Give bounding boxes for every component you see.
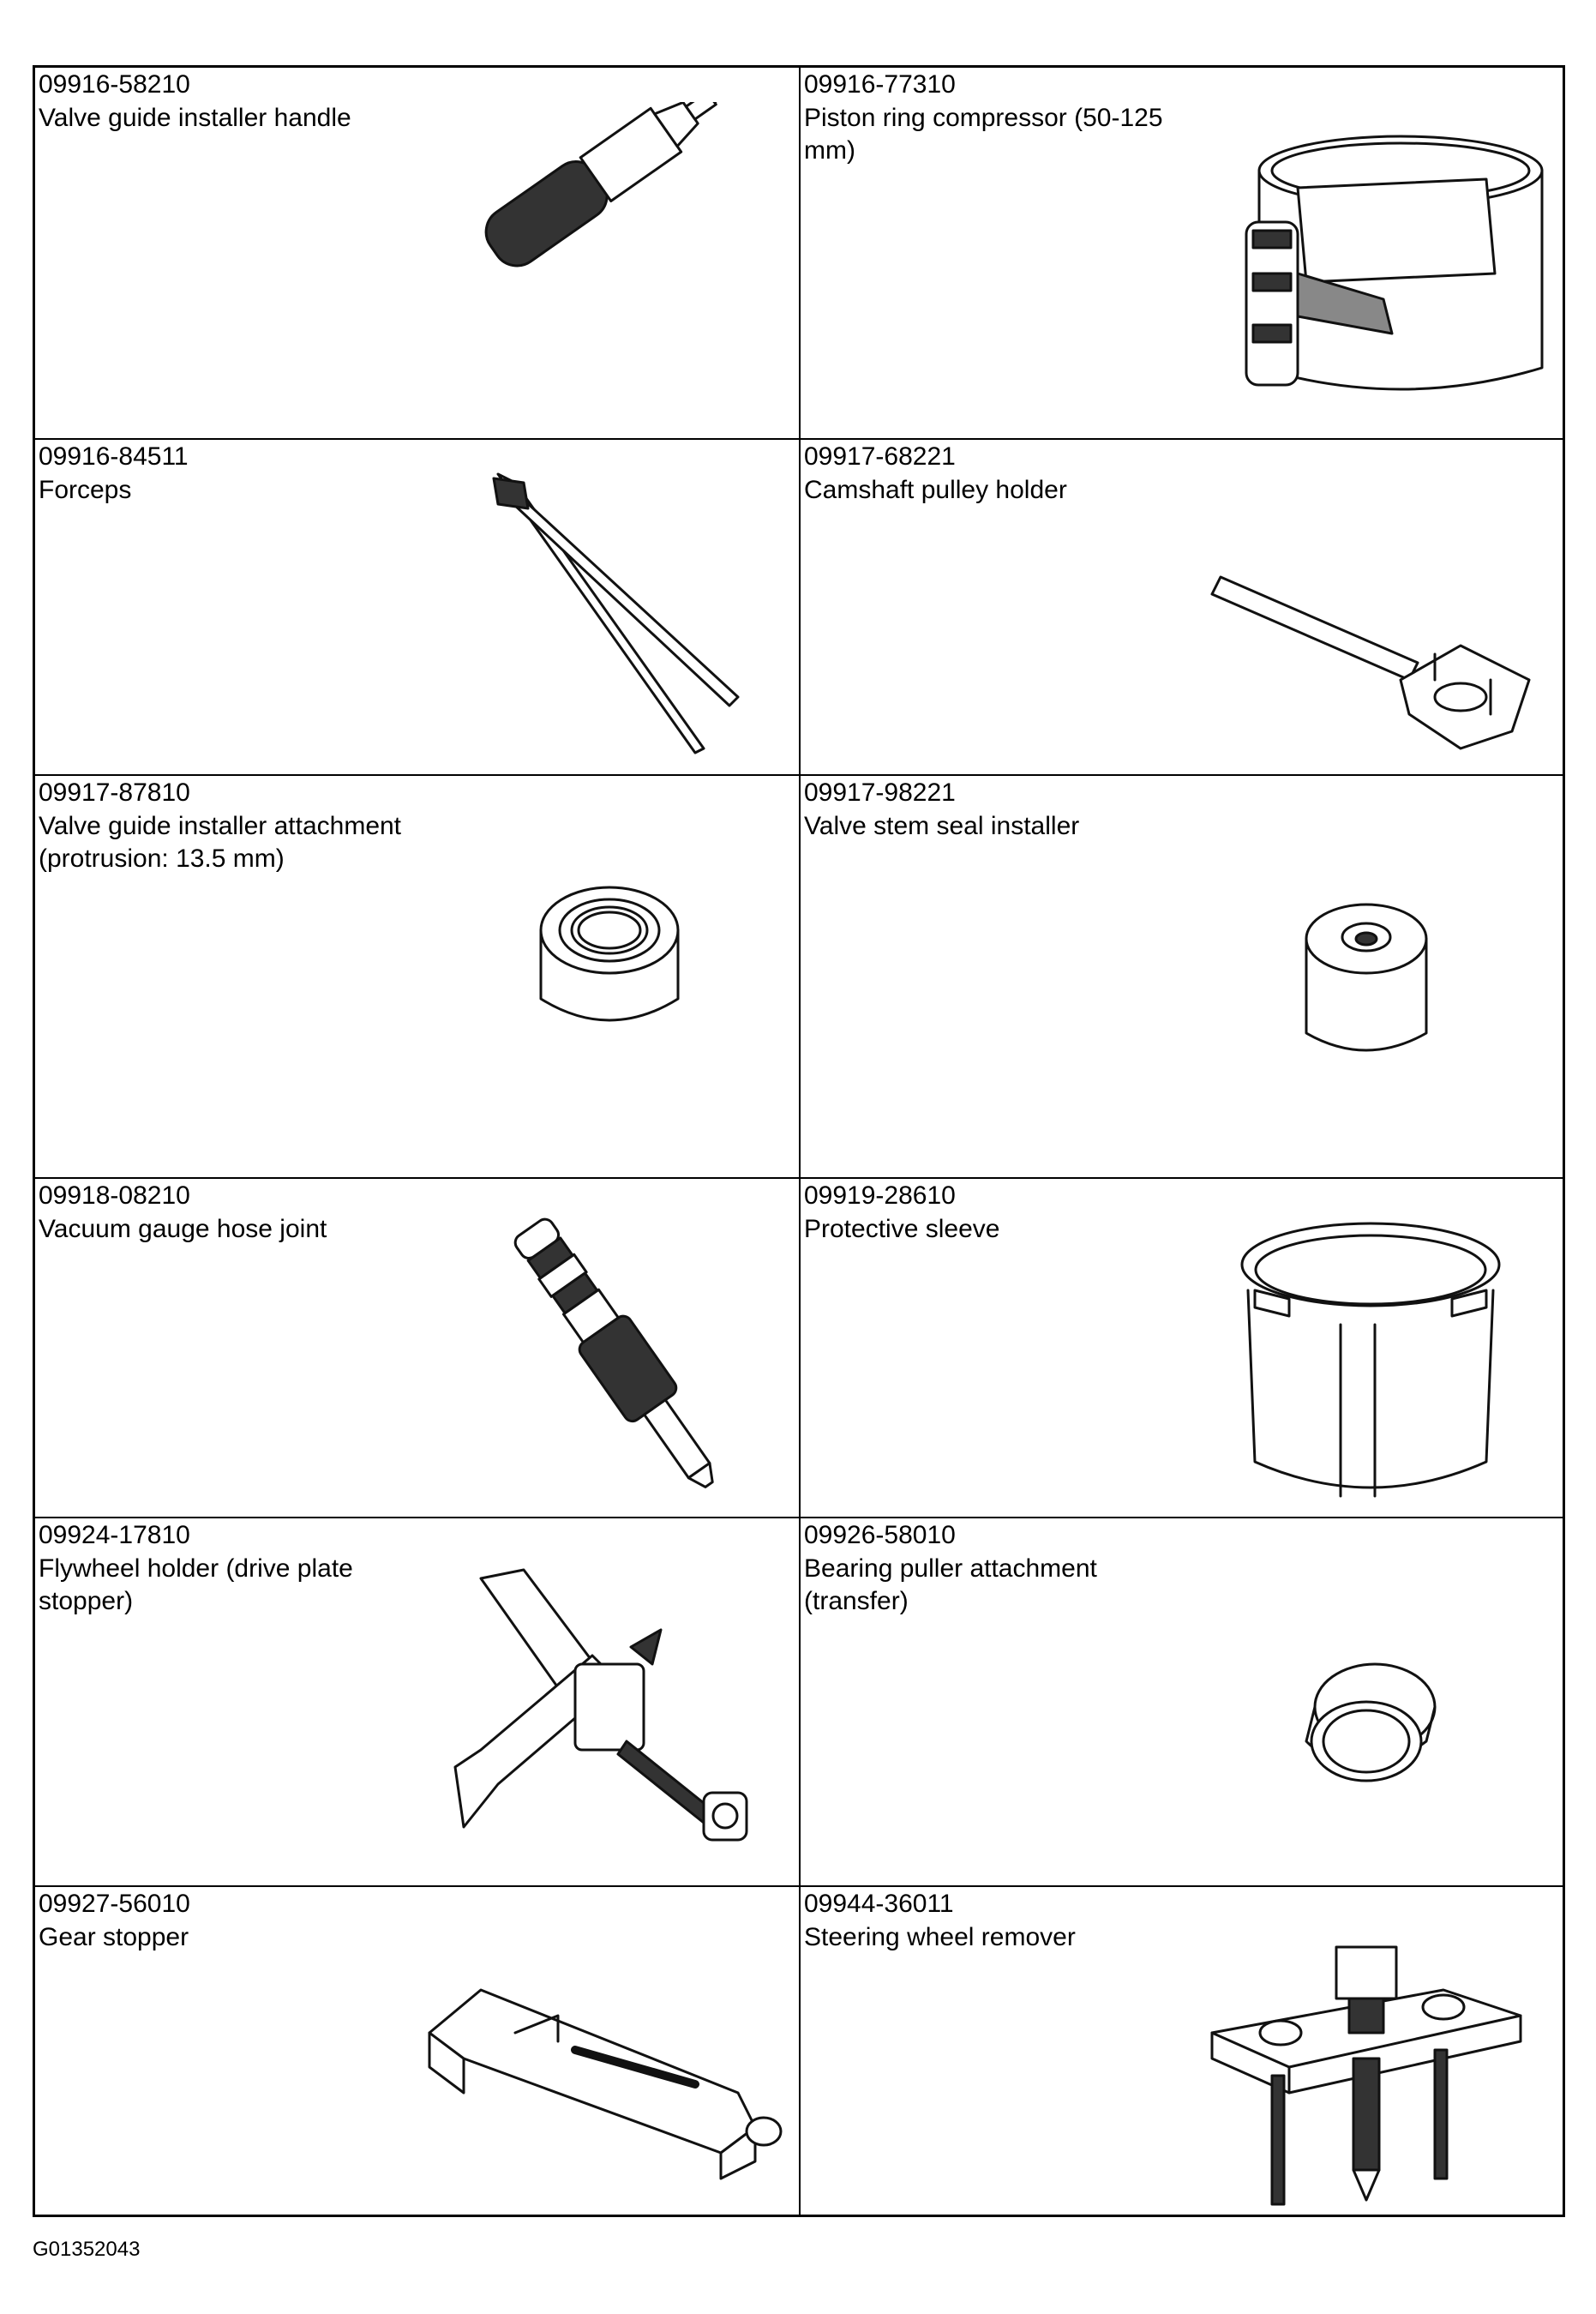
- tool-cell: [801, 776, 1565, 1177]
- tool-description: Vacuum gauge hose joint: [39, 1215, 327, 1243]
- tool-description: Gear stopper: [39, 1923, 189, 1951]
- part-number: 09926-58010: [804, 1521, 956, 1549]
- camshaft-pulley-holder-icon: [1203, 517, 1555, 766]
- part-number: 09944-36011: [804, 1890, 954, 1918]
- table-row: [35, 1517, 1563, 1885]
- tool-cell: [801, 1887, 1565, 2217]
- gear-stopper-icon: [412, 1956, 789, 2196]
- valve-guide-attachment-icon: [515, 862, 704, 1050]
- tool-description: Valve guide installer handle: [39, 104, 351, 132]
- tool-cell: [35, 440, 801, 774]
- tool-description: Bearing puller attachment (transfer): [804, 1554, 1097, 1615]
- tool-cell: [35, 1887, 801, 2217]
- tool-description: Valve guide installer attachment (protrusion: 13.5 mm): [39, 812, 402, 873]
- tool-description: Forceps: [39, 476, 132, 504]
- part-number: 09927-56010: [39, 1890, 190, 1918]
- table-row: [35, 1177, 1563, 1517]
- table-row: [35, 774, 1563, 1177]
- valve-guide-installer-handle-icon: [438, 102, 798, 428]
- tool-description: Protective sleeve: [804, 1215, 1000, 1243]
- tool-description: Piston ring compressor (50-125 mm): [804, 104, 1163, 165]
- part-number: 09924-17810: [39, 1521, 190, 1549]
- tool-description: Valve stem seal installer: [804, 812, 1080, 840]
- table-row: [35, 1885, 1563, 2217]
- part-number: 09917-68221: [804, 442, 956, 471]
- tool-cell: [35, 1179, 801, 1517]
- part-number: 09916-77310: [804, 70, 956, 99]
- tool-description: Flywheel holder (drive plate stopper): [39, 1554, 353, 1615]
- special-tools-table: [33, 65, 1565, 2217]
- tool-cell: [801, 1518, 1565, 1885]
- table-row: [35, 68, 1563, 438]
- tool-cell: [35, 1518, 801, 1885]
- part-number: 09917-87810: [39, 778, 190, 807]
- tool-cell: [35, 776, 801, 1177]
- tool-cell: [801, 440, 1565, 774]
- part-number: 09919-28610: [804, 1181, 956, 1210]
- part-number: 09916-84511: [39, 442, 189, 471]
- part-number: 09918-08210: [39, 1181, 190, 1210]
- forceps-icon: [447, 457, 789, 766]
- tool-cell: [35, 68, 801, 438]
- steering-wheel-remover-icon: [1186, 1938, 1546, 2213]
- vacuum-gauge-hose-joint-icon: [447, 1205, 789, 1505]
- protective-sleeve-icon: [1229, 1205, 1512, 1513]
- figure-id: G01352043: [33, 2238, 141, 2261]
- part-number: 09916-58210: [39, 70, 190, 99]
- bearing-puller-attachment-icon: [1281, 1647, 1452, 1801]
- tool-description: Steering wheel remover: [804, 1923, 1076, 1951]
- tool-cell: [801, 1179, 1565, 1517]
- flywheel-holder-icon: [429, 1561, 789, 1878]
- piston-ring-compressor-icon: [1212, 102, 1555, 432]
- tool-cell: [801, 68, 1565, 438]
- valve-stem-seal-installer-icon: [1281, 879, 1452, 1067]
- table-row: [35, 438, 1563, 774]
- part-number: 09917-98221: [804, 778, 956, 807]
- tool-description: Camshaft pulley holder: [804, 476, 1067, 504]
